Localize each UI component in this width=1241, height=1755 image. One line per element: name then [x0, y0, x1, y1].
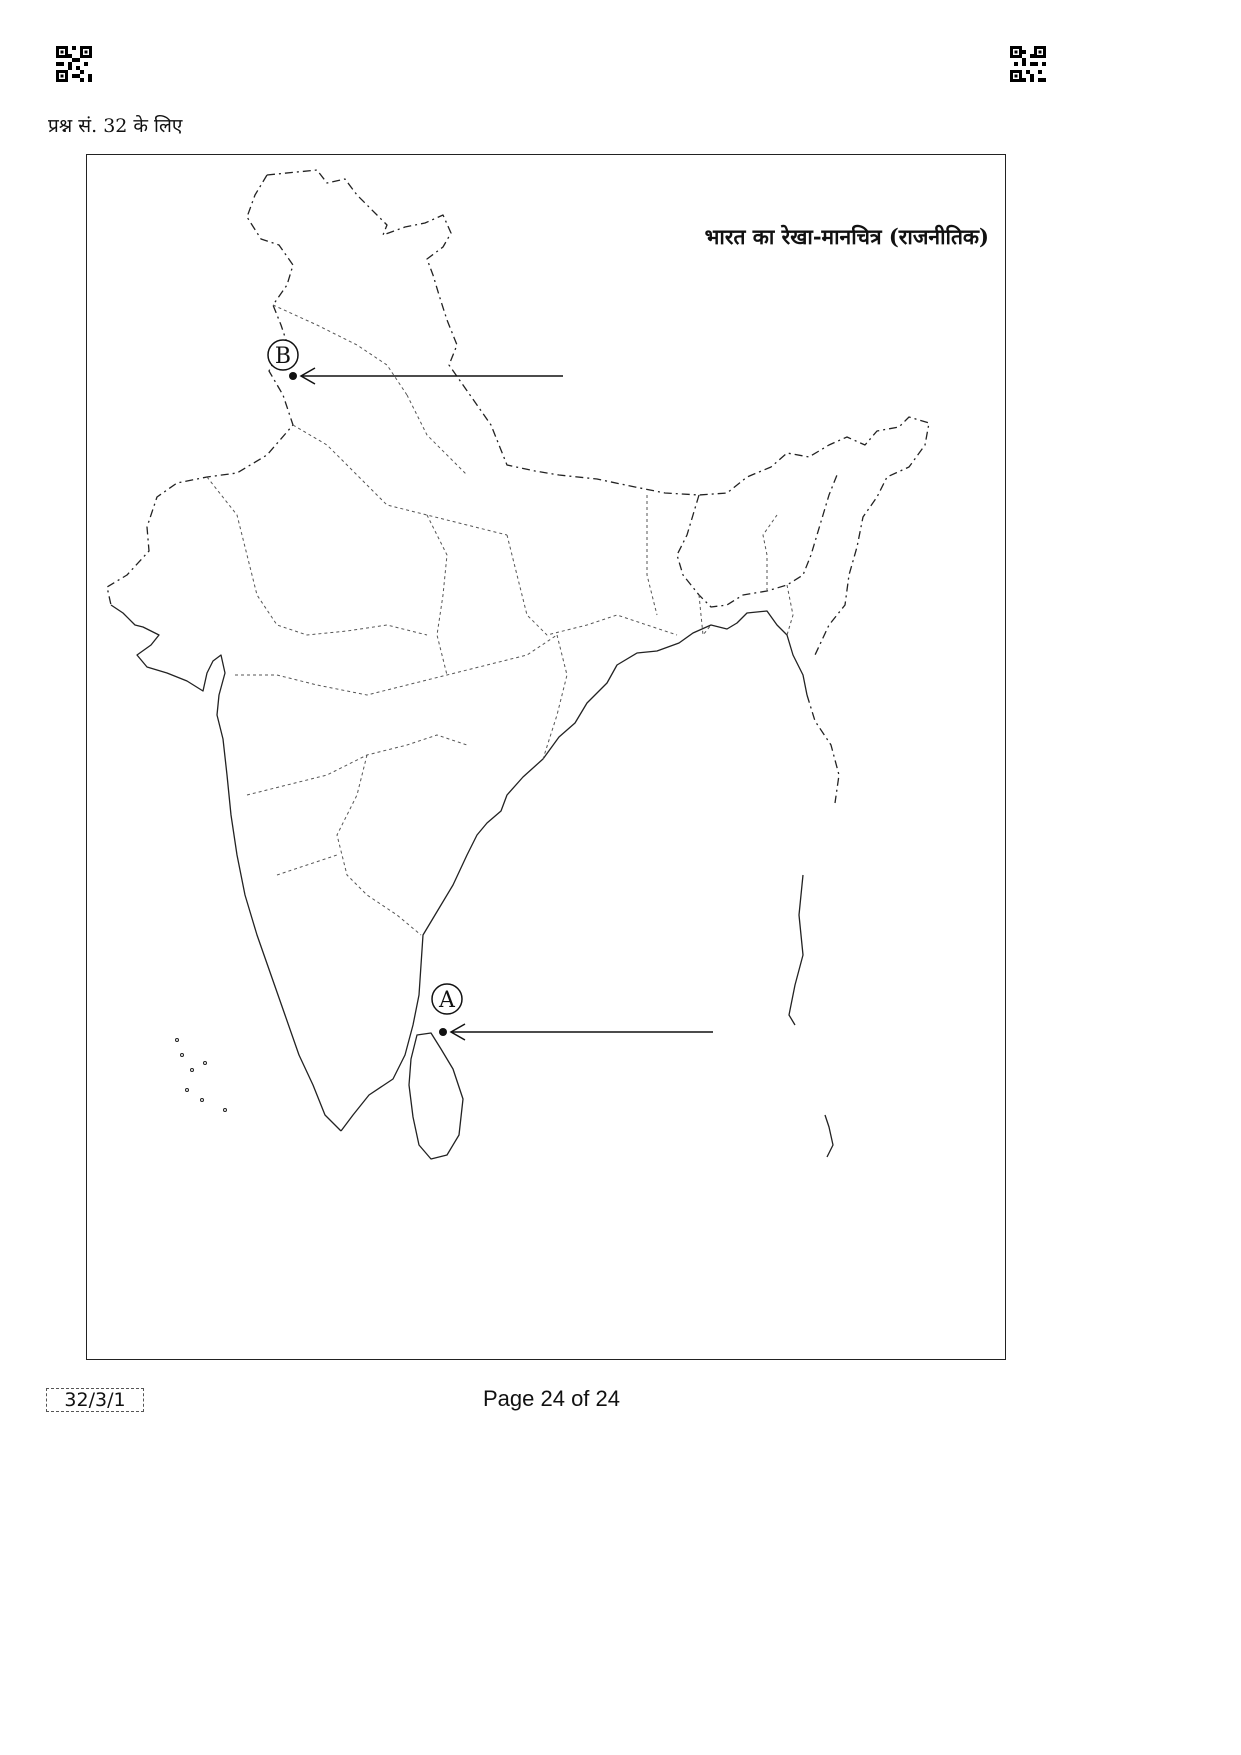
state-boundary [787, 585, 793, 635]
state-boundary [507, 535, 677, 635]
india-political-outline-map [87, 155, 1004, 1358]
state-boundary [247, 735, 467, 795]
marker-b [268, 340, 563, 384]
nicobar-islands [825, 1115, 833, 1157]
island-dot [224, 1109, 227, 1112]
state-boundary [763, 515, 777, 591]
page-number: Page 24 of 24 [483, 1386, 621, 1411]
marker-b-dot [289, 372, 297, 380]
eastern-coastline [341, 611, 807, 1131]
map-title: भारत का रेखा-मानचित्र (राजनीतिक) [704, 224, 989, 249]
island-dot [186, 1089, 189, 1092]
state-boundary [293, 425, 507, 535]
island-dot [181, 1054, 184, 1057]
state-boundary [407, 395, 467, 475]
marker-a [432, 984, 713, 1040]
qr-code-icon [1010, 46, 1046, 82]
andaman-islands [789, 875, 803, 1025]
state-boundary [207, 477, 427, 635]
island-dot [191, 1069, 194, 1072]
state-boundary [647, 495, 657, 615]
state-boundary [337, 755, 421, 935]
state-boundary [235, 635, 557, 695]
western-coastline [111, 605, 341, 1131]
marker-a-dot [439, 1028, 447, 1036]
map-frame [86, 154, 1006, 1360]
qr-code-icon [56, 46, 92, 82]
northeast-boundary [807, 695, 839, 803]
paper-code: 32/3/1 [46, 1388, 144, 1412]
sri-lanka-outline [409, 1033, 463, 1159]
question-label: प्रश्न सं. 32 के लिए [48, 115, 183, 137]
marker-b-letter: B [274, 344, 292, 369]
marker-a-letter: A [439, 988, 455, 1013]
state-boundary [427, 515, 447, 675]
state-boundary [277, 855, 337, 875]
island-dot [201, 1099, 204, 1102]
international-boundary [107, 175, 293, 605]
qr-code-right [1010, 46, 1046, 82]
island-dot [176, 1039, 179, 1042]
island-dot [204, 1062, 207, 1065]
qr-code-left [56, 46, 92, 82]
state-boundary [543, 635, 567, 759]
